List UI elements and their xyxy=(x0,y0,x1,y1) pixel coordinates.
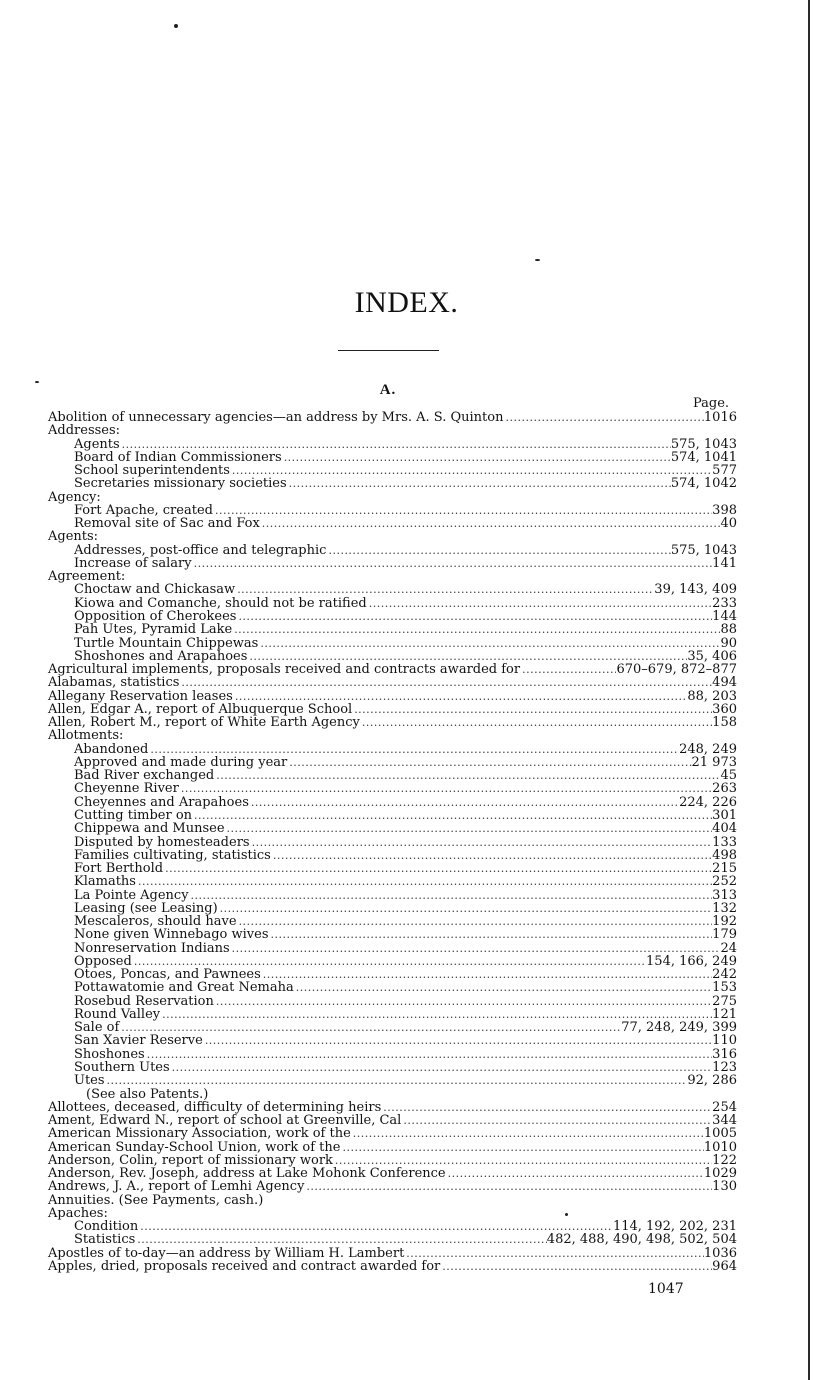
index-entry xyxy=(48,451,737,464)
dot-leader xyxy=(179,676,712,689)
dot-leader xyxy=(236,610,712,623)
dot-leader xyxy=(404,1247,704,1260)
index-entry xyxy=(48,477,737,490)
index-entry xyxy=(48,424,737,437)
entry-page: 344 xyxy=(712,1113,737,1129)
index-entry xyxy=(48,809,737,822)
dot-leader xyxy=(326,544,670,557)
print-speck xyxy=(174,24,178,28)
entry-text: Cheyennes and Arapahoes xyxy=(74,794,249,810)
index-entry xyxy=(48,769,737,782)
entry-text: Cutting timber on xyxy=(74,807,193,823)
entry-text: Chippewa and Munsee xyxy=(74,821,225,837)
entry-text: Addresses, post-office and telegraphic xyxy=(74,542,327,558)
entry-text: Shoshones xyxy=(74,1046,145,1062)
entry-text: Round Valley xyxy=(74,1006,161,1022)
entry-page: 90 xyxy=(720,635,737,651)
entry-text: Addresses: xyxy=(48,423,121,439)
dot-leader xyxy=(148,743,679,756)
entry-page: 575, 1043 xyxy=(670,436,737,452)
dot-leader xyxy=(250,836,713,849)
entry-page: 154, 166, 249 xyxy=(646,953,737,969)
entry-page: 254 xyxy=(712,1099,737,1115)
dot-leader xyxy=(440,1260,712,1273)
entry-text: Increase of salary xyxy=(74,555,192,571)
entry-text: Anderson, Rev. Joseph, address at Lake Mohonk Conference xyxy=(48,1166,446,1182)
entry-page: 1016 xyxy=(703,410,737,425)
index-entry xyxy=(48,1127,737,1140)
entry-page: 121 xyxy=(712,1006,737,1022)
index-entry xyxy=(48,517,737,530)
entry-text: La Pointe Agency xyxy=(74,887,189,903)
index-entry xyxy=(48,623,737,636)
index-entry xyxy=(48,703,737,716)
index-entry xyxy=(48,743,737,756)
entry-page: 45 xyxy=(720,768,737,784)
entry-text: Leasing (see Leasing) xyxy=(74,900,218,916)
entry-text: Bad River exchanged xyxy=(74,768,215,784)
dot-leader xyxy=(249,796,679,809)
entry-text: Choctaw and Chickasaw xyxy=(74,582,236,598)
dot-leader xyxy=(237,915,713,928)
index-entry xyxy=(48,1088,737,1101)
entry-page: 21 973 xyxy=(691,754,737,770)
entry-text: Abandoned xyxy=(74,741,149,757)
entry-text: Apples, dried, proposals received and contract awarded for xyxy=(48,1259,441,1274)
index-entry xyxy=(48,570,737,583)
index-entry xyxy=(48,1194,737,1207)
entry-text: Allotments: xyxy=(48,728,124,744)
dot-leader xyxy=(203,1034,712,1047)
page-number: 1047 xyxy=(648,1281,684,1297)
entry-text: Otoes, Poncas, and Pawnees xyxy=(74,967,261,983)
index-entry xyxy=(48,995,737,1008)
index-entry xyxy=(48,1101,737,1114)
index-entry xyxy=(48,782,737,795)
entry-page: 88 xyxy=(720,622,737,638)
index-entry xyxy=(48,756,737,769)
dot-leader xyxy=(287,477,671,490)
entry-text: Secretaries missionary societies xyxy=(74,476,287,492)
entry-page: 224, 226 xyxy=(679,794,737,810)
entry-page: 313 xyxy=(712,887,737,903)
entry-page: 482, 488, 490, 498, 502, 504 xyxy=(546,1232,737,1248)
entry-page: 123 xyxy=(712,1060,737,1076)
dot-leader xyxy=(287,756,691,769)
index-entry xyxy=(48,1180,737,1193)
index-entry xyxy=(48,981,737,994)
entry-page: 498 xyxy=(712,847,737,863)
index-entry xyxy=(48,530,737,543)
index-entry xyxy=(48,915,737,928)
entry-text: American Sunday-School Union, work of the xyxy=(48,1139,341,1155)
index-entry xyxy=(48,690,737,703)
dot-leader xyxy=(214,769,720,782)
entry-page: 404 xyxy=(712,821,737,837)
index-entry xyxy=(48,610,737,623)
index-entry xyxy=(48,597,737,610)
index-entry xyxy=(48,1233,737,1246)
dot-leader xyxy=(120,438,671,451)
entry-page: 577 xyxy=(712,463,737,479)
entry-text: American Missionary Association, work of the xyxy=(48,1126,351,1142)
entry-text: (See also Patents.) xyxy=(86,1086,209,1102)
entry-page: 1029 xyxy=(703,1166,737,1182)
index-entry xyxy=(48,663,737,676)
dot-leader xyxy=(340,1141,703,1154)
index-entry xyxy=(48,862,737,875)
entry-page: 133 xyxy=(712,834,737,850)
entry-page: 1010 xyxy=(703,1139,737,1155)
entry-page: 301 xyxy=(712,807,737,823)
entry-text: Fort Berthold xyxy=(74,861,164,877)
entry-text: Statistics xyxy=(74,1232,136,1248)
index-entry xyxy=(48,1021,737,1034)
entry-text: Andrews, J. A., report of Lemhi Agency xyxy=(48,1179,305,1195)
dot-leader xyxy=(170,1061,713,1074)
entry-text: Turtle Mountain Chippewas xyxy=(74,635,259,651)
entry-text: Allottees, deceased, difficulty of determining heirs xyxy=(48,1099,382,1115)
dot-leader xyxy=(261,968,712,981)
index-entry xyxy=(48,544,737,557)
dot-leader xyxy=(225,822,713,835)
dot-leader xyxy=(271,849,712,862)
dot-leader xyxy=(214,995,712,1008)
entry-page: 39, 143, 409 xyxy=(654,582,737,598)
index-entry xyxy=(48,1247,737,1260)
entry-text: Utes xyxy=(74,1073,105,1089)
entry-page: 192 xyxy=(712,914,737,930)
entry-page: 130 xyxy=(712,1179,737,1195)
dot-leader xyxy=(352,703,712,716)
entry-text: Opposed xyxy=(74,953,132,969)
entry-text: Alabamas, statistics xyxy=(48,675,180,691)
entry-text: Klamaths xyxy=(74,874,136,890)
dot-leader xyxy=(192,809,712,822)
entry-page: 575, 1043 xyxy=(670,542,737,558)
index-entry xyxy=(48,796,737,809)
entry-text: Families cultivating, statistics xyxy=(74,847,271,863)
index-entry xyxy=(48,849,737,862)
entry-text: Fort Apache, created xyxy=(74,502,213,518)
index-entry xyxy=(48,1008,737,1021)
entry-page: 141 xyxy=(712,555,737,571)
entry-page: 574, 1042 xyxy=(670,476,737,492)
dot-leader xyxy=(218,902,713,915)
index-entry xyxy=(48,716,737,729)
entry-text: Rosebud Reservation xyxy=(74,993,214,1009)
index-entry xyxy=(48,968,737,981)
index-entry xyxy=(48,822,737,835)
dot-leader xyxy=(145,1048,712,1061)
entry-text: Nonreservation Indians xyxy=(74,940,230,956)
index-entry xyxy=(48,504,737,517)
page-column-header: Page. xyxy=(693,396,730,411)
entry-page: 158 xyxy=(712,715,737,731)
index-entry xyxy=(48,928,737,941)
entry-page: 360 xyxy=(712,701,737,717)
entry-page: 92, 286 xyxy=(687,1073,737,1089)
entry-page: 252 xyxy=(712,874,737,890)
entry-page: 132 xyxy=(712,900,737,916)
index-entry xyxy=(48,729,737,742)
entry-text: Annuities. (See Payments, cash.) xyxy=(48,1192,264,1208)
entry-page: 110 xyxy=(712,1033,737,1049)
index-entry xyxy=(48,875,737,888)
dot-leader xyxy=(269,928,713,941)
index-entry xyxy=(48,464,737,477)
dot-leader xyxy=(232,623,720,636)
entry-text: Pah Utes, Pyramid Lake xyxy=(74,622,233,638)
index-entry xyxy=(48,955,737,968)
dot-leader xyxy=(446,1167,704,1180)
entry-page: 179 xyxy=(712,927,737,943)
entry-text: San Xavier Reserve xyxy=(74,1033,203,1049)
entry-text: Board of Indian Commissioners xyxy=(74,449,282,465)
index-entry xyxy=(48,1207,737,1220)
entry-text: Agents: xyxy=(48,529,99,545)
entry-page: 1036 xyxy=(703,1245,737,1261)
index-entry xyxy=(48,411,737,424)
entry-text: Agricultural implements, proposals received and contracts awarded for xyxy=(48,662,521,678)
entry-text: Pottawatomie and Great Nemaha xyxy=(74,980,294,996)
print-speck xyxy=(535,259,540,261)
entry-text: Ament, Edward N., report of school at Greenville, Cal xyxy=(48,1113,402,1129)
index-entry xyxy=(48,438,737,451)
entry-page: 215 xyxy=(712,861,737,877)
dot-leader xyxy=(136,875,712,888)
entry-page: 574, 1041 xyxy=(670,449,737,465)
entry-text: Southern Utes xyxy=(74,1060,170,1076)
dot-leader xyxy=(367,597,712,610)
index-entry xyxy=(48,1034,737,1047)
entry-text: Agreement: xyxy=(48,569,126,585)
dot-leader xyxy=(360,716,712,729)
entry-page: 144 xyxy=(712,608,737,624)
entry-page: 263 xyxy=(712,781,737,797)
page-title: INDEX. xyxy=(354,286,459,319)
entry-page: 316 xyxy=(712,1046,737,1062)
dot-leader xyxy=(230,942,721,955)
dot-leader xyxy=(260,517,721,530)
index-entry xyxy=(48,676,737,689)
entry-page: 494 xyxy=(712,675,737,691)
entry-page: 398 xyxy=(712,502,737,518)
dot-leader xyxy=(282,451,671,464)
index-entry xyxy=(48,1260,737,1273)
dot-leader xyxy=(213,504,712,517)
dot-leader xyxy=(189,889,713,902)
dot-leader xyxy=(304,1180,712,1193)
entry-text: Disputed by homesteaders xyxy=(74,834,250,850)
dot-leader xyxy=(233,690,688,703)
entry-text: Anderson, Colin, report of missionary work xyxy=(48,1152,333,1168)
entry-page: 77, 248, 249, 399 xyxy=(621,1020,737,1036)
section-letter: A. xyxy=(379,382,397,398)
entry-text: Apaches: xyxy=(48,1205,108,1221)
entry-text: Removal site of Sac and Fox xyxy=(74,516,260,532)
entry-page: 35, 406 xyxy=(687,648,737,664)
entry-page: 1005 xyxy=(703,1126,737,1142)
entry-text: Sale of xyxy=(74,1020,120,1036)
index-entry xyxy=(48,1220,737,1233)
title-rule xyxy=(338,350,439,351)
entry-page: 88, 203 xyxy=(687,688,737,704)
dot-leader xyxy=(258,637,720,650)
index-entry xyxy=(48,836,737,849)
index-entry xyxy=(48,583,737,596)
entry-page: 40 xyxy=(720,516,737,532)
index-entry xyxy=(48,1061,737,1074)
index-entry xyxy=(48,1154,737,1167)
entry-text: Cheyenne River xyxy=(74,781,179,797)
page-edge-rule xyxy=(808,0,810,1380)
dot-leader xyxy=(520,663,616,676)
index-entry xyxy=(48,650,737,663)
entry-text: Opposition of Cherokees xyxy=(74,608,237,624)
index-entry xyxy=(48,1114,737,1127)
entry-text: Allegany Reservation leases xyxy=(48,688,233,704)
entry-text: Apostles of to-day—an address by William H. Lambert xyxy=(48,1245,405,1261)
entry-page: 122 xyxy=(712,1152,737,1168)
entry-text: None given Winnebago wives xyxy=(74,927,269,943)
entry-text: School superintendents xyxy=(74,463,230,479)
index-entry xyxy=(48,491,737,504)
entry-page: 242 xyxy=(712,967,737,983)
entry-page: 248, 249 xyxy=(679,741,737,757)
index-entry xyxy=(48,889,737,902)
index-entry xyxy=(48,557,737,570)
entry-text: Mescaleros, should have xyxy=(74,914,237,930)
dot-leader xyxy=(138,1220,613,1233)
dot-leader xyxy=(381,1101,712,1114)
entry-text: Condition xyxy=(74,1219,139,1235)
dot-leader xyxy=(135,1233,547,1246)
entry-page: 114, 192, 202, 231 xyxy=(612,1219,737,1235)
index-entry xyxy=(48,637,737,650)
entry-page: 153 xyxy=(712,980,737,996)
entry-page: 275 xyxy=(712,993,737,1009)
entry-text: Allen, Edgar A., report of Albuquerque School xyxy=(48,701,353,717)
dot-leader xyxy=(401,1114,712,1127)
entry-page: 233 xyxy=(712,595,737,611)
dot-leader xyxy=(294,981,712,994)
dot-leader xyxy=(503,411,703,424)
dot-leader xyxy=(163,862,712,875)
entry-page: 670–679, 872–877 xyxy=(616,662,737,678)
entry-text: Abolition of unnecessary agencies—an address by Mrs. A. S. Quinton xyxy=(48,410,504,425)
dot-leader xyxy=(230,464,712,477)
index-entry xyxy=(48,942,737,955)
entry-text: Agency: xyxy=(48,489,101,505)
entry-text: Agents xyxy=(74,436,120,452)
entry-text: Allen, Robert M., report of White Earth Agency xyxy=(48,715,360,731)
index-entry xyxy=(48,1074,737,1087)
index-entries xyxy=(48,411,737,1273)
entry-page: 964 xyxy=(712,1259,737,1274)
index-entry xyxy=(48,902,737,915)
index-entry xyxy=(48,1141,737,1154)
dot-leader xyxy=(192,557,713,570)
index-entry xyxy=(48,1167,737,1180)
entry-text: Shoshones and Arapahoes xyxy=(74,648,248,664)
dot-leader xyxy=(235,583,654,596)
dot-leader xyxy=(179,782,712,795)
index-entry xyxy=(48,1048,737,1061)
entry-text: Kiowa and Comanche, should not be ratified xyxy=(74,595,367,611)
dot-leader xyxy=(351,1127,704,1140)
entry-page: 24 xyxy=(720,940,737,956)
entry-text: Approved and made during year xyxy=(74,754,288,770)
